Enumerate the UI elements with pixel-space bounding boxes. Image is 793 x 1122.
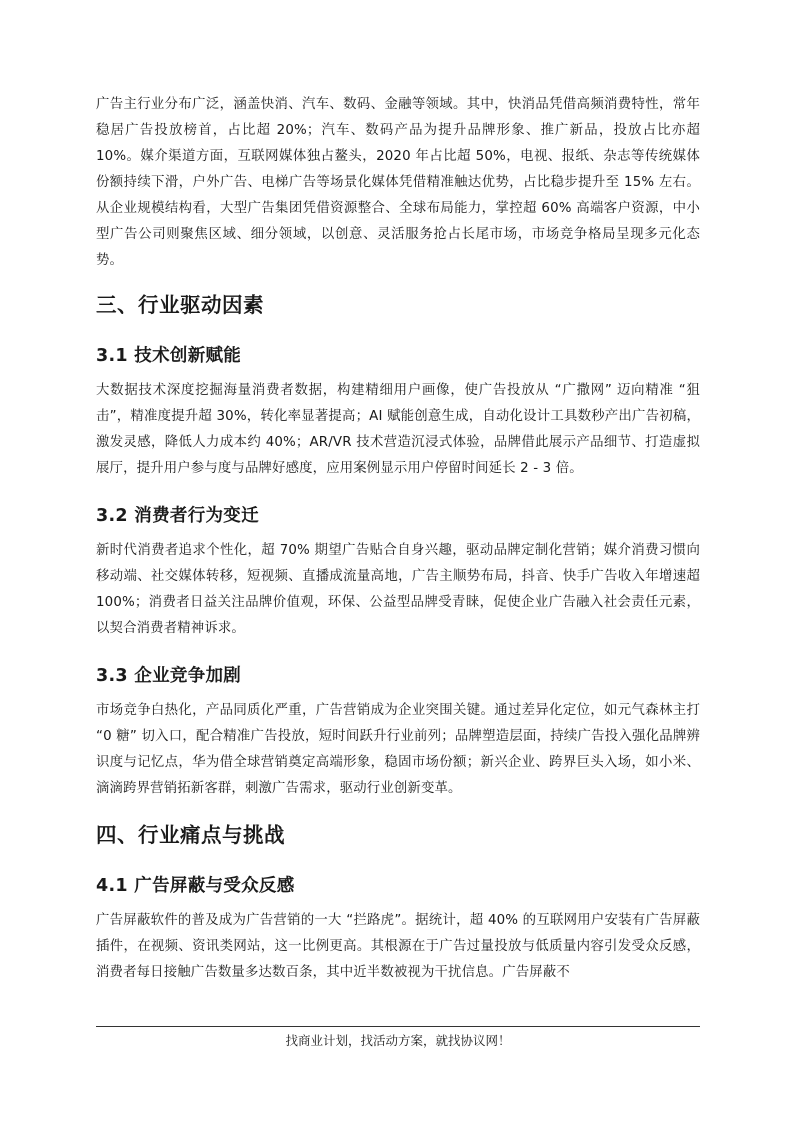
section-4-heading: 四、行业痛点与挑战 [96,823,285,847]
intro-paragraph: 广告主行业分布广泛，涵盖快消、汽车、数码、金融等领域。其中，快消品凭借高频消费特性，常年稳居广告投放榜首，占比超 20%；汽车、数码产品为提升品牌形象、推广新品，投放占比亦超 10%。媒介渠道方面，互联网媒体独占鳌头，2020 年占比超 50%，电视、报纸、杂志等传统媒体份额持续下滑，户外广告、电梯广告等场景化媒体凭借精准触达优势，占比稳步提升至 15% 左右。从企业规模结构看，大型广告集团凭借资源整合、全球布局能力，掌控超 60% 高端客户资源，中小型广告公司则聚焦区域、细分领域，以创意、灵活服务抢占长尾市场，市场竞争格局呈现多元化态势。 [96,97,700,268]
footer-slogan: 找商业计划，找活动方案，就找协议网！ [285,1033,511,1048]
footer-divider [96,1026,700,1027]
subsection-3-3-heading: 3.3 企业竞争加剧 [96,666,242,686]
subsection-4-1-paragraph: 广告屏蔽软件的普及成为广告营销的一大 “拦路虎”。据统计，超 40% 的互联网用户安装有广告屏蔽插件，在视频、资讯类网站，这一比例更高。其根源在于广告过量投放与低质量内容引发受众反感，消费者每日接触广告数量多达数百条，其中近半数被视为干扰信息。广告屏蔽不 [96,913,700,980]
subsection-3-2-paragraph: 新时代消费者追求个性化，超 70% 期望广告贴合自身兴趣，驱动品牌定制化营销；媒介消费习惯向移动端、社交媒体转移，短视频、直播成流量高地，广告主顺势布局，抖音、快手广告收入年增速超 100%；消费者日益关注品牌价值观，环保、公益型品牌受青睐，促使企业广告融入社会责任元素，以契合消费者精神诉求。 [96,543,700,636]
subsection-3-3-paragraph: 市场竞争白热化，产品同质化严重，广告营销成为企业突围关键。通过差异化定位，如元气森林主打 “0 糖” 切入口，配合精准广告投放，短时间跃升行业前列；品牌塑造层面，持续广告投入强化品牌辨识度与记忆点，华为借全球营销奠定高端形象，稳固市场份额；新兴企业、跨界巨头入场，如小米、滴滴跨界营销拓新客群，刺激广告需求，驱动行业创新变革。 [96,703,700,796]
subsection-3-2-heading: 3.2 消费者行为变迁 [96,506,259,526]
subsection-3-1-heading: 3.1 技术创新赋能 [96,346,242,366]
document-body [96,92,700,986]
subsection-3-1-paragraph: 大数据技术深度挖掘海量消费者数据，构建精细用户画像，使广告投放从 “广撒网” 迈向精准 “狙击”，精准度提升超 30%，转化率显著提高；AI 赋能创意生成，自动化设计工具数秒产出广告初稿，激发灵感，降低人力成本约 40%；AR/VR 技术营造沉浸式体验，品牌借此展示产品细节、打造虚拟展厅，提升用户参与度与品牌好感度，应用案例显示用户停留时间延长 2 - 3 倍。 [96,383,700,476]
subsection-4-1-heading: 4.1 广告屏蔽与受众反感 [96,876,295,896]
section-3-heading: 三、行业驱动因素 [96,293,264,317]
